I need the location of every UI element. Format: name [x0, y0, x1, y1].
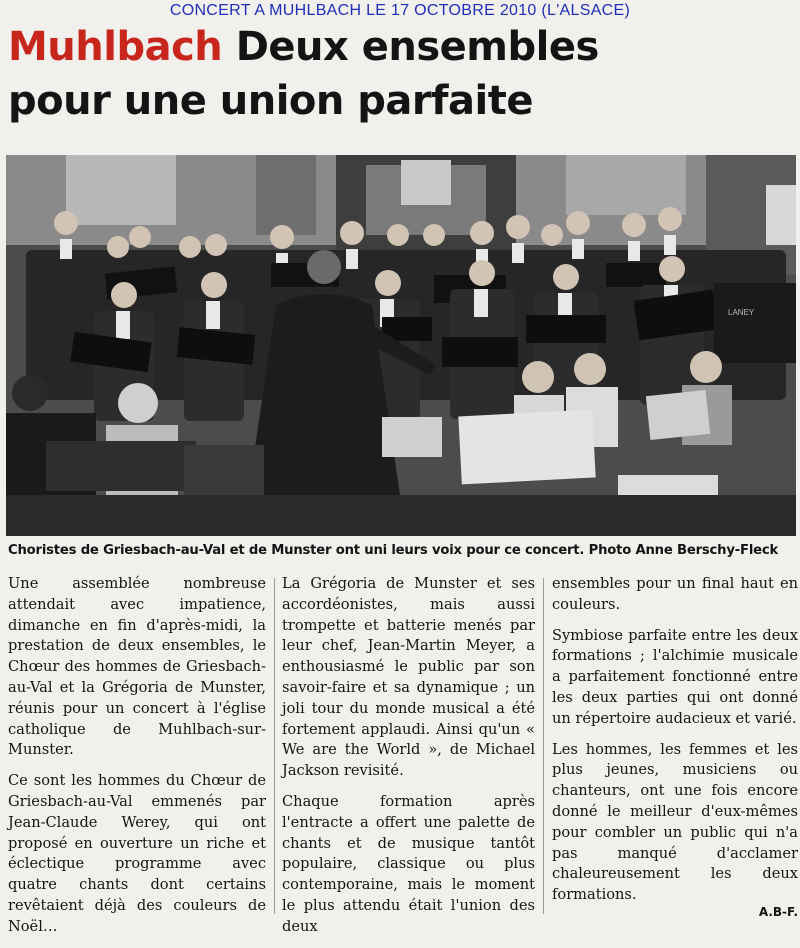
- paragraph: La Grégoria de Munster et ses accordéonistes, mais aussi trompette et batterie menés par leur chef, Jean-Martin Meyer, a enthousiasmé le public par son savoir-faire et sa dynamique ; un joli tour du monde musical a été fortement applaudi. Ainsi qu'un « We are the World », de Michael Jackson revisité.: [282, 575, 535, 780]
- headline-line-1: [8, 20, 798, 74]
- column-divider: [274, 578, 275, 914]
- paragraph: Chaque formation après l'entracte a offert une palette de chants et de musique tantôt populaire, classique ou plus contemporaine, mais le moment le plus attendu était l'union des deux: [282, 792, 535, 935]
- column-divider: [543, 578, 544, 914]
- paragraph: ensembles pour un final haut en couleurs.: [552, 575, 798, 613]
- paragraph: Une assemblée nombreuse attendait avec impatience, dimanche en fin d'après-midi, la prestation de deux ensembles, le Chœur des hommes de Griesbach-au-Val et la Grégoria de Munster, réunis pour un concert à l'église catholique de Muhlbach-sur-Munster.: [8, 575, 266, 759]
- headline-title-1: Deux ensembles: [235, 24, 599, 70]
- choir-illustration: [6, 155, 796, 536]
- article-column-2: [282, 574, 535, 948]
- paragraph: Les hommes, les femmes et les plus jeunes, musiciens ou chanteurs, ont une fois encore donné le meilleur d'eux-mêmes pour combler un public qui n'a pas manqué d'acclamer chaleureusement les deux formations.: [552, 740, 798, 904]
- article-column-3: [552, 574, 798, 916]
- concert-photo: [6, 155, 796, 536]
- author-signature: A.B-F.: [758, 905, 798, 919]
- amp-label: LANEY: [728, 308, 755, 317]
- photo-caption: Choristes de Griesbach-au-Val et de Munster ont uni leurs voix pour ce concert. Photo Anne Berschy-Fleck: [8, 543, 779, 558]
- headline-place: Muhlbach: [8, 24, 223, 70]
- paragraph: Symbiose parfaite entre les deux formations ; l'alchimie musicale a parfaitement fonctionné entre les deux parties qui ont donné un répertoire audacieux et varié.: [552, 626, 798, 727]
- clipping-banner: CONCERT A MUHLBACH LE 17 OCTOBRE 2010 (L'ALSACE): [169, 2, 631, 19]
- article-column-1: [8, 574, 266, 948]
- headline-line-2: pour une union parfaite: [8, 78, 534, 124]
- paragraph: Ce sont les hommes du Chœur de Griesbach-au-Val emmenés par Jean-Claude Werey, qui ont proposé en ouverture un riche et éclectique programme avec quatre chants dont certains revêtaient déjà des couleurs de Noël…: [8, 772, 266, 935]
- headline: [8, 20, 798, 128]
